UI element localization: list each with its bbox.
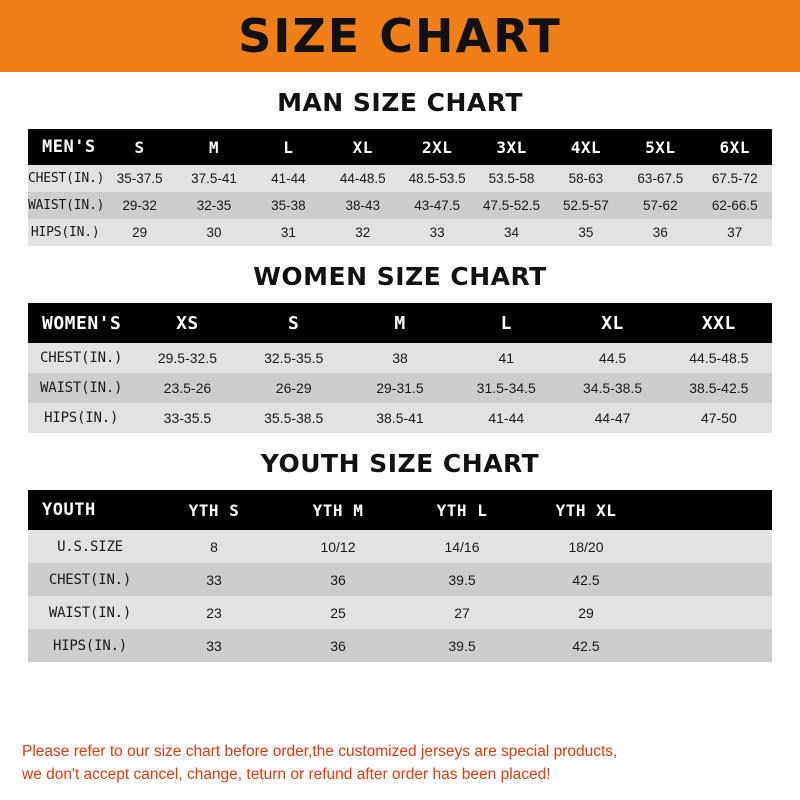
- table-row: [28, 629, 772, 662]
- men-header-cell-4: XL: [352, 137, 373, 157]
- women-header-cell-1: XS: [176, 312, 199, 334]
- men-row-0-cell-8: 67.5-72: [711, 171, 758, 186]
- women-row-1-label: WAIST(IN.): [39, 380, 123, 396]
- women-header-cell-6: XXL: [701, 312, 736, 334]
- men-row-1-cell-1: 32-35: [196, 198, 232, 213]
- men-size-section: [28, 88, 772, 246]
- men-row-2-cell-7: 36: [652, 225, 668, 240]
- men-header-cell-8: 5XL: [645, 137, 676, 157]
- youth-size-table: [28, 490, 772, 662]
- women-table-header-row: [28, 303, 772, 343]
- men-row-1-cell-8: 62-66.5: [711, 198, 758, 213]
- women-row-0-cell-5: 44.5-48.5: [689, 350, 749, 366]
- youth-header-cell-4: YTH XL: [555, 500, 617, 520]
- youth-row-3-cell-3: 42.5: [572, 637, 600, 654]
- women-row-1-cell-1: 26-29: [275, 380, 312, 396]
- women-row-2-cell-4: 44-47: [594, 410, 631, 426]
- table-row: [28, 219, 772, 246]
- men-header-cell-0: MEN'S: [42, 137, 96, 157]
- youth-section-title: YOUTH SIZE CHART: [260, 449, 540, 478]
- youth-row-3-cell-2: 39.5: [448, 637, 476, 654]
- men-row-1-cell-2: 35-38: [271, 198, 306, 213]
- women-row-1-cell-3: 31.5-34.5: [476, 380, 536, 396]
- men-row-0-cell-4: 48.5-53.5: [408, 171, 466, 186]
- youth-row-2-cell-0: 23: [206, 604, 222, 621]
- men-header-cell-9: 6XL: [719, 137, 750, 157]
- table-row: [28, 403, 772, 433]
- youth-row-2-label: WAIST(IN.): [48, 604, 132, 621]
- youth-row-0-spacer: [648, 530, 772, 563]
- men-row-0-label: CHEST(IN.): [28, 171, 105, 186]
- youth-row-0-cell-3: 18/20: [568, 538, 604, 555]
- men-header-cell-2: M: [208, 137, 220, 157]
- youth-row-2-cell-3: 29: [578, 604, 594, 621]
- women-row-0-cell-1: 32.5-35.5: [264, 350, 324, 366]
- men-header-cell-7: 4XL: [570, 137, 602, 157]
- youth-row-3-cell-0: 33: [206, 637, 222, 654]
- men-row-0-cell-5: 53.5-58: [488, 171, 535, 186]
- women-row-0-cell-2: 38: [392, 350, 408, 366]
- women-header-cell-4: L: [500, 312, 512, 334]
- youth-header-cell-2: YTH M: [312, 500, 364, 520]
- youth-row-2-cell-1: 25: [330, 604, 346, 621]
- youth-row-0-cell-0: 8: [210, 538, 218, 555]
- men-row-1-cell-6: 52.5-57: [563, 198, 609, 213]
- table-row: [28, 596, 772, 629]
- table-row: [28, 563, 772, 596]
- women-header-cell-5: XL: [601, 312, 624, 334]
- men-row-2-cell-0: 29: [132, 225, 148, 240]
- youth-size-section: [28, 449, 772, 662]
- women-section-title: WOMEN SIZE CHART: [253, 262, 547, 291]
- men-row-1-cell-7: 57-62: [643, 198, 678, 213]
- men-header-cell-6: 3XL: [496, 137, 527, 157]
- youth-header-spacer: [648, 490, 772, 530]
- men-row-0-cell-1: 37.5-41: [191, 171, 237, 186]
- youth-row-1-spacer: [648, 563, 772, 596]
- youth-row-2-cell-2: 27: [454, 604, 470, 621]
- women-header-cell-3: M: [394, 312, 406, 334]
- men-row-1-cell-3: 38-43: [345, 198, 381, 213]
- men-row-1-cell-4: 43-47.5: [414, 198, 461, 213]
- table-row: [28, 343, 772, 373]
- women-row-2-cell-1: 35.5-38.5: [264, 410, 324, 426]
- women-row-1-cell-2: 29-31.5: [376, 380, 424, 396]
- men-row-2-label: HIPS(IN.): [30, 225, 100, 240]
- table-row: [28, 530, 772, 563]
- women-header-cell-0: WOMEN'S: [42, 312, 122, 334]
- men-row-2-cell-4: 33: [429, 225, 445, 240]
- table-row: [28, 192, 772, 219]
- men-row-2-cell-2: 31: [280, 225, 296, 240]
- women-row-1-cell-5: 38.5-42.5: [689, 380, 749, 396]
- men-row-2-cell-8: 37: [727, 225, 743, 240]
- women-row-2-cell-3: 41-44: [488, 410, 525, 426]
- table-row: [28, 373, 772, 403]
- table-row: [28, 165, 772, 192]
- youth-row-0-label: U.S.SIZE: [57, 538, 123, 555]
- youth-header-cell-1: YTH S: [188, 500, 240, 520]
- youth-row-0-cell-2: 14/16: [444, 538, 480, 555]
- women-size-table: [28, 303, 772, 433]
- women-row-1-cell-4: 34.5-38.5: [582, 380, 643, 396]
- youth-row-1-cell-1: 36: [330, 571, 346, 588]
- chart-content: [0, 72, 800, 731]
- youth-header-cell-0: YOUTH: [42, 500, 96, 520]
- men-row-1-cell-5: 47.5-52.5: [483, 198, 541, 213]
- youth-row-1-label: CHEST(IN.): [48, 571, 132, 588]
- men-row-2-cell-1: 30: [206, 225, 222, 240]
- youth-row-1-cell-2: 39.5: [448, 571, 476, 588]
- women-row-2-cell-0: 33-35.5: [163, 410, 212, 426]
- women-row-0-label: CHEST(IN.): [39, 350, 123, 366]
- footer-note: [0, 731, 800, 800]
- footer-note-line-1: Please refer to our size chart before order,the customized jerseys are special products,: [22, 743, 618, 761]
- men-header-cell-5: 2XL: [421, 137, 453, 157]
- page-header: [0, 0, 800, 72]
- women-row-2-cell-5: 47-50: [700, 410, 737, 426]
- youth-row-1-cell-3: 42.5: [572, 571, 600, 588]
- men-table-header-row: [28, 129, 772, 165]
- youth-table-header-row: [28, 490, 772, 530]
- youth-row-3-label: HIPS(IN.): [52, 637, 128, 654]
- youth-row-3-spacer: [648, 629, 772, 662]
- women-row-0-cell-0: 29.5-32.5: [157, 350, 217, 366]
- women-row-0-cell-4: 44.5: [598, 350, 627, 366]
- men-row-0-cell-0: 35-37.5: [116, 171, 163, 186]
- youth-header-cell-3: YTH L: [436, 500, 488, 520]
- men-row-1-label: WAIST(IN.): [28, 198, 105, 213]
- women-row-2-label: HIPS(IN.): [44, 410, 119, 426]
- women-size-section: [28, 262, 772, 433]
- men-row-0-cell-6: 58-63: [568, 171, 604, 186]
- men-row-0-cell-7: 63-67.5: [637, 171, 684, 186]
- women-row-0-cell-3: 41: [498, 350, 515, 366]
- men-row-2-cell-3: 32: [355, 225, 371, 240]
- men-section-title: MAN SIZE CHART: [277, 88, 523, 117]
- men-row-2-cell-6: 35: [578, 225, 594, 240]
- youth-row-0-cell-1: 10/12: [320, 538, 356, 555]
- women-header-cell-2: S: [288, 312, 300, 334]
- men-row-1-cell-0: 29-32: [122, 198, 157, 213]
- men-row-0-cell-3: 44-48.5: [339, 171, 386, 186]
- page-title: SIZE CHART: [238, 9, 562, 63]
- youth-row-2-spacer: [648, 596, 772, 629]
- women-row-1-cell-0: 23.5-26: [163, 380, 212, 396]
- men-header-cell-3: L: [283, 137, 294, 157]
- men-row-2-cell-5: 34: [504, 225, 520, 240]
- men-header-cell-1: S: [134, 137, 145, 157]
- men-row-0-cell-2: 41-44: [271, 171, 306, 186]
- youth-row-3-cell-1: 36: [330, 637, 346, 654]
- footer-note-line-2: we don't accept cancel, change, teturn or refund after order has been placed!: [22, 765, 551, 783]
- youth-row-1-cell-0: 33: [206, 571, 222, 588]
- women-row-2-cell-2: 38.5-41: [376, 410, 424, 426]
- men-size-table: [28, 129, 772, 246]
